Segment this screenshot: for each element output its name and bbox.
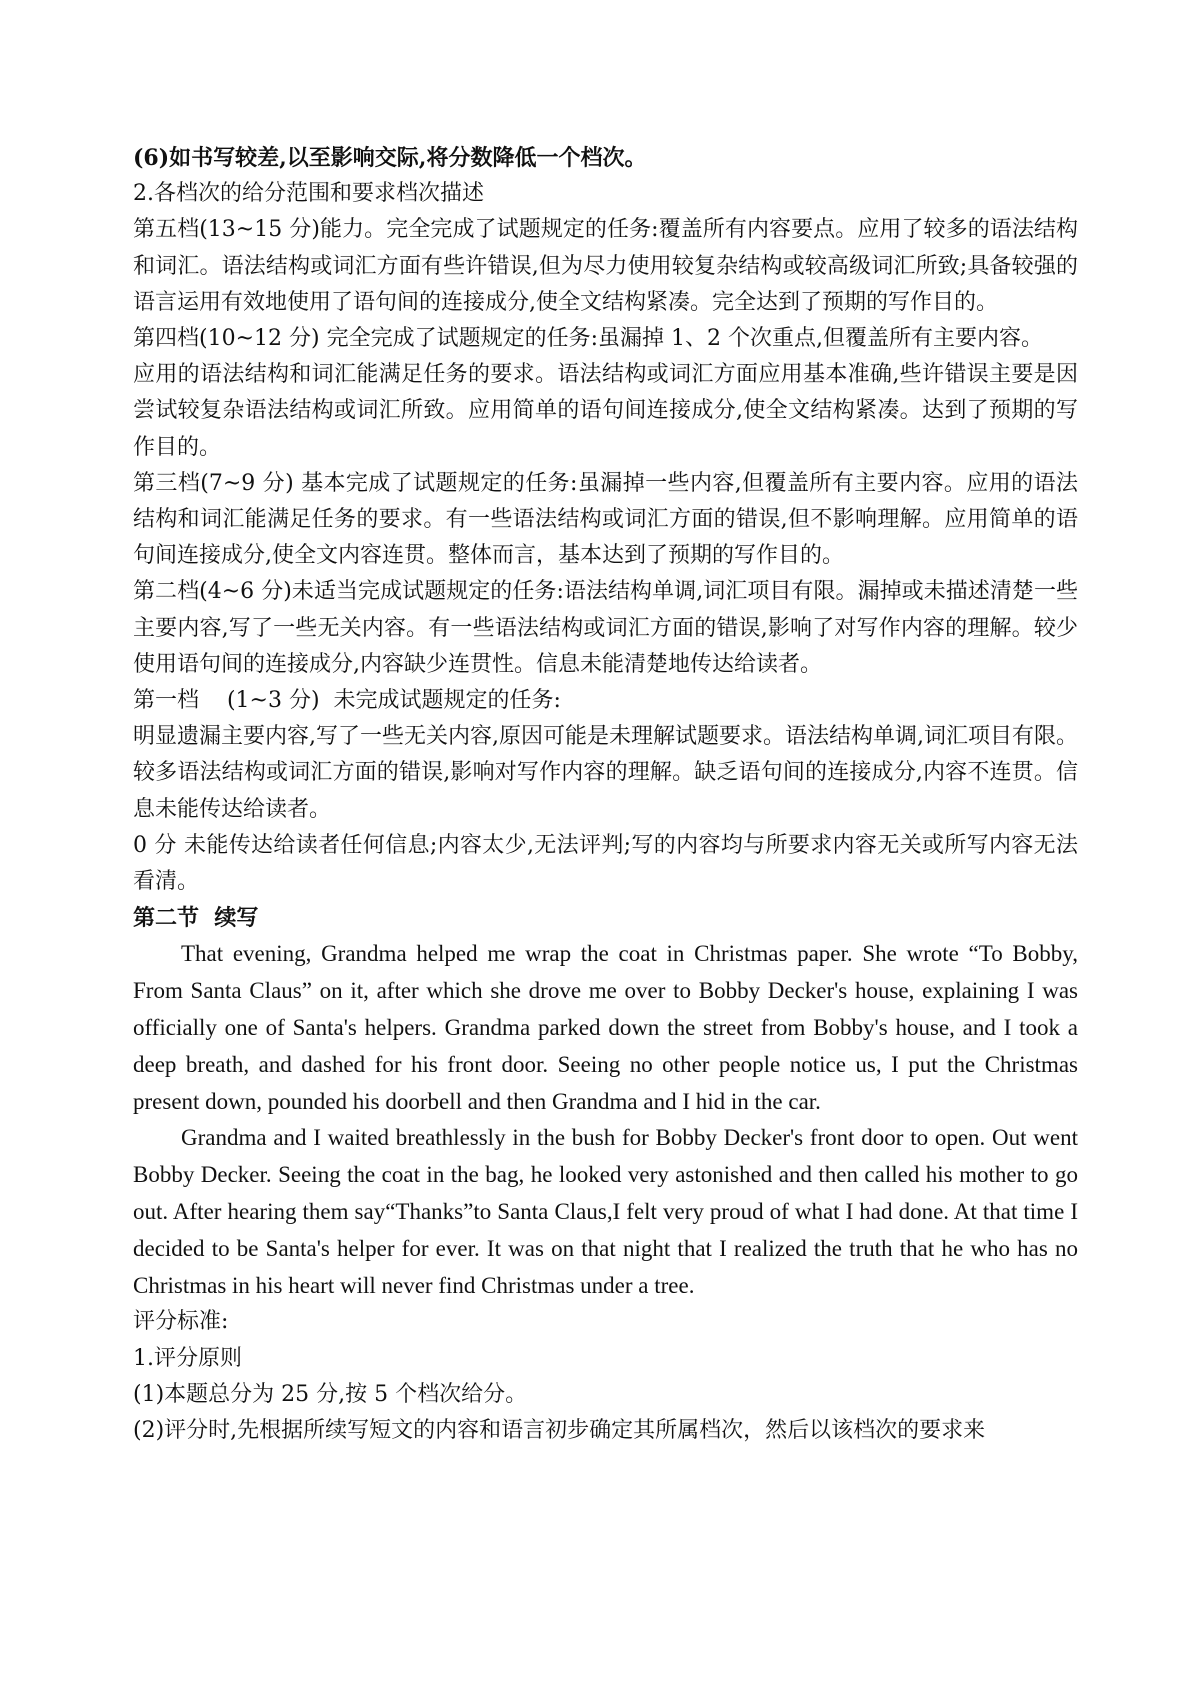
scoring-standard-heading: 评分标准: xyxy=(133,1309,229,1335)
scoring-principle-heading: 1.评分原则 xyxy=(133,1345,242,1371)
grade-1-line: 第一档 (1~3 分) 未完成试题规定的任务: xyxy=(133,688,561,714)
rule-6-line: (6)如书写较差,以至影响交际,将分数降低一个档次。 xyxy=(133,145,647,171)
section-heading: 第二节 续写 xyxy=(133,905,259,932)
scoring-rule-1: (1)本题总分为 25 分,按 5 个档次给分。 xyxy=(133,1381,528,1407)
english-paragraph-2: Grandma and I waited breathlessly in the bush for Bobby Decker's front door to open. Out went Bobby Decker. Seeing the coat in the bag, he looked very astonished and then called his mother to go out. After hearing them say“Thanks”to Santa Claus,I felt very proud of what I had done. At that time I decided to be Santa's helper for ever. It was on that night that I realized the truth that he who has no Christmas in his heart will never find Christmas under a tree. xyxy=(133,1125,1078,1298)
document-page xyxy=(133,140,1078,1449)
english-paragraph-1: That evening, Grandma helped me wrap the coat in Christmas paper. She wrote “To Bobby, From Santa Claus” on it, after which she drove me over to Bobby Decker's house, explaining I was officially one of Santa's helpers. Grandma parked down the street from Bobby's house, and I took a deep breath, and dashed for his front door. Seeing no other people notice us, I put the Christmas present down, pounded his doorbell and then Grandma and I hid in the car. xyxy=(133,941,1078,1114)
grade-0-paragraph: 0 分 未能传达给读者任何信息;内容太少,无法评判;写的内容均与所要求内容无关或所写内容无法看清。 xyxy=(133,832,1078,895)
grade-5-paragraph: 第五档(13~15 分)能力。完全完成了试题规定的任务:覆盖所有内容要点。应用了较多的语法结构和词汇。语法结构或词汇方面有些许错误,但为尽力使用较复杂结构或较高级词汇所致;具备较强的语言运用有效地使用了语句间的连接成分,使全文结构紧凑。完全达到了预期的写作目的。 xyxy=(133,217,1078,315)
grade-1-detail-paragraph: 明显遗漏主要内容,写了一些无关内容,原因可能是未理解试题要求。语法结构单调,词汇项目有限。较多语法结构或词汇方面的错误,影响对写作内容的理解。缺乏语句间的连接成分,内容不连贯。信息未能传达给读者。 xyxy=(133,724,1078,822)
grade-4-paragraph: 第四档(10~12 分) 完全完成了试题规定的任务:虽漏掉 1、2 个次重点,但覆盖所有主要内容。 xyxy=(133,326,1043,352)
grade-3-paragraph: 第三档(7~9 分) 基本完成了试题规定的任务:虽漏掉一些内容,但覆盖所有主要内容。应用的语法结构和词汇能满足任务的要求。有一些语法结构或词汇方面的错误,但不影响理解。应用简单的语句间连接成分,使全文内容连贯。整体而言，基本达到了预期的写作目的。 xyxy=(133,470,1078,569)
grade-range-heading: 2.各档次的给分范围和要求档次描述 xyxy=(133,181,484,207)
scoring-rule-2: (2)评分时,先根据所续写短文的内容和语言初步确定其所属档次，然后以该档次的要求来 xyxy=(133,1418,986,1444)
grade-2-paragraph: 第二档(4~6 分)未适当完成试题规定的任务:语法结构单调,词汇项目有限。漏掉或未描述清楚一些主要内容,写了一些无关内容。有一些语法结构或词汇方面的错误,影响了对写作内容的理解。较少使用语句间的连接成分,内容缺少连贯性。信息未能清楚地传达给读者。 xyxy=(133,579,1078,677)
grade-4-detail-paragraph: 应用的语法结构和词汇能满足任务的要求。语法结构或词汇方面应用基本准确,些许错误主要是因尝试较复杂语法结构或词汇所致。应用简单的语句间连接成分,使全文结构紧凑。达到了预期的写作目的。 xyxy=(133,362,1078,460)
